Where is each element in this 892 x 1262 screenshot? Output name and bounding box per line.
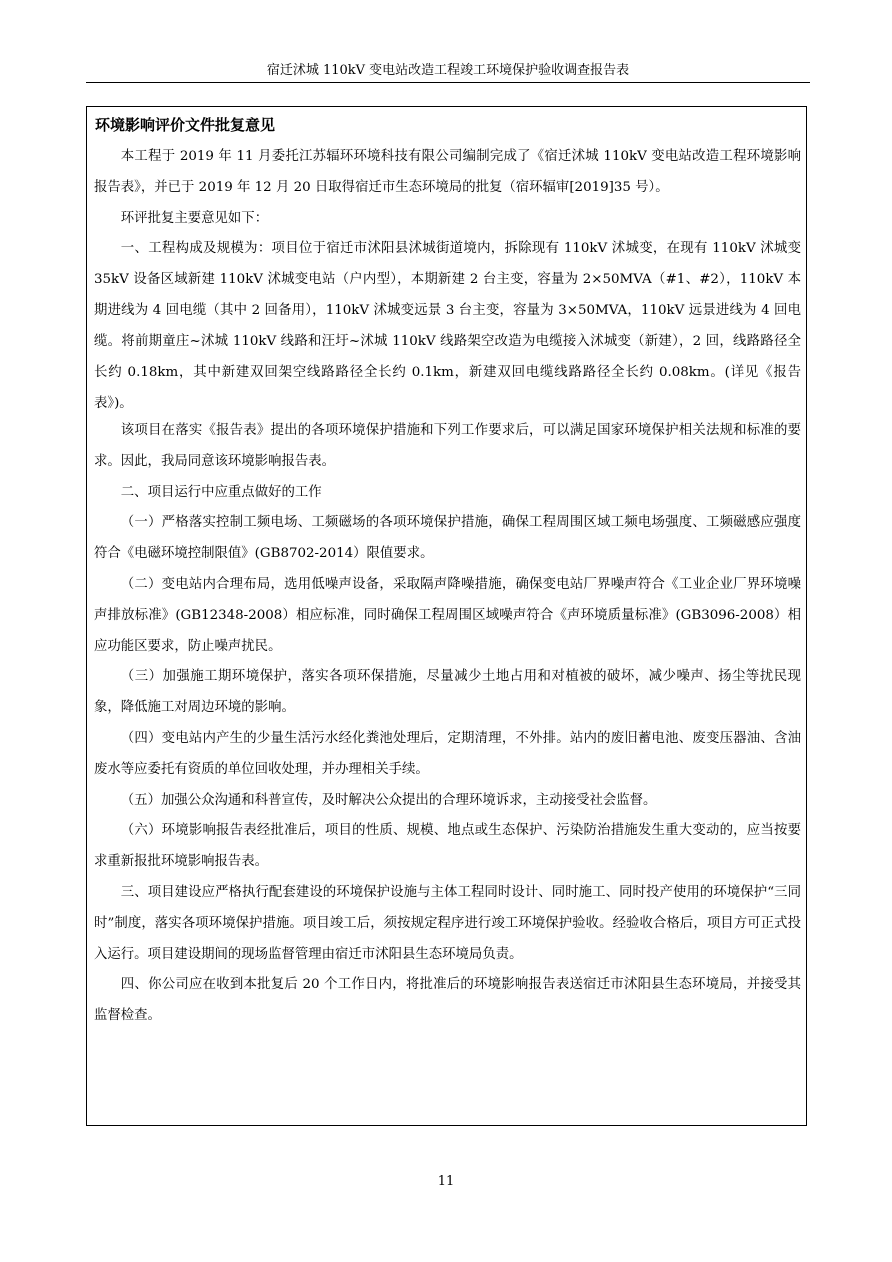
paragraph-item-4: （四）变电站内产生的少量生活污水经化粪池处理后，定期清理，不外排。站内的废旧蓄电池、废变压器油、含油废水等应委托有资质的单位回收处理，并办理相关手续。 [94, 731, 801, 777]
paragraph-summary-lead: 环评批复主要意见如下： [120, 211, 269, 226]
paragraph-item-5: （五）加强公众沟通和科普宣传，及时解决公众提出的合理环境诉求，主动接受社会监督。 [120, 793, 657, 808]
paragraph-item-6: （六）环境影响报告表经批准后，项目的性质、规模、地点或生态保护、污染防治措施发生重大变动的，应当按要求重新报批环境影响报告表。 [94, 823, 801, 869]
paragraph-approval-statement: 该项目在落实《报告表》提出的各项环境保护措施和下列工作要求后，可以满足国家环境保护相关法规和标准的要求。因此，我局同意该环境影响报告表。 [94, 423, 801, 469]
paragraph-intro: 本工程于 2019 年 11 月委托江苏辐环环境科技有限公司编制完成了《宿迁沭城 110kV 变电站改造工程环境影响报告表》，并已于 2019 年 12 月 20 日取得宿迁市生态环境局的批复（宿环辐审[2019]35 号）。 [94, 149, 801, 195]
paragraph-project-scope: 一、工程构成及规模为：项目位于宿迁市沭阳县沭城街道境内，拆除现有 110kV 沭城变，在现有 110kV 沭城变 35kV 设备区域新建 110kV 沭城变电站（户内型），本期新建 2 台主变，容量为 2×50MVA（#1、#2），110kV 本期进线为 4 回电缆（其中 2 回备用），110kV 沭城变远景 3 台主变，容量为 3×50MVA，110kV 远景进线为 4 回电缆。将前期童庄~沭城 110kV 线路和汪圩~沭城 110kV 线路架空改造为电缆接入沭城变（新建），2 回，线路路径全长约 0.18km，其中新建双回架空线路路径全长约 0.1km，新建双回电缆线路路径全长约 0.08km。(详见《报告表》)。 [94, 241, 801, 411]
approval-opinion-box [86, 106, 807, 1126]
page-header-title: 宿迁沭城 110kV 变电站改造工程竣工环境保护验收调查报告表 [266, 63, 630, 78]
paragraph-three-simultaneous: 三、项目建设应严格执行配套建设的环境保护设施与主体工程同时设计、同时施工、同时投产使用的环境保护“三同时”制度，落实各项环境保护措施。项目竣工后，须按规定程序进行竣工环境保护验收。经验收合格后，项目方可正式投入运行。项目建设期间的现场监督管理由宿迁市沭阳县生态环境局负责。 [94, 885, 801, 962]
page-number: 11 [437, 1174, 455, 1189]
paragraph-submission: 四、你公司应在收到本批复后 20 个工作日内，将批准后的环境影响报告表送宿迁市沭阳县生态环境局，并接受其监督检查。 [94, 977, 801, 1023]
paragraph-item-1: （一）严格落实控制工频电场、工频磁场的各项环境保护措施，确保工程周围区域工频电场强度、工频磁感应强度符合《电磁环境控制限值》(GB8702-2014）限值要求。 [94, 515, 801, 561]
header-divider [86, 82, 810, 83]
paragraph-item-3: （三）加强施工期环境保护，落实各项环保措施，尽量减少土地占用和对植被的破坏，减少噪声、扬尘等扰民现象，降低施工对周边环境的影响。 [94, 669, 801, 715]
section-title: 环境影响评价文件批复意见 [95, 116, 276, 134]
paragraph-item-2: （二）变电站内合理布局，选用低噪声设备，采取隔声降噪措施，确保变电站厂界噪声符合《工业企业厂界环境噪声排放标准》(GB12348-2008）相应标准，同时确保工程周围区域噪声符合《声环境质量标准》(GB3096-2008）相应功能区要求，防止噪声扰民。 [94, 577, 801, 654]
paragraph-heading-operations: 二、项目运行中应重点做好的工作 [120, 485, 322, 500]
